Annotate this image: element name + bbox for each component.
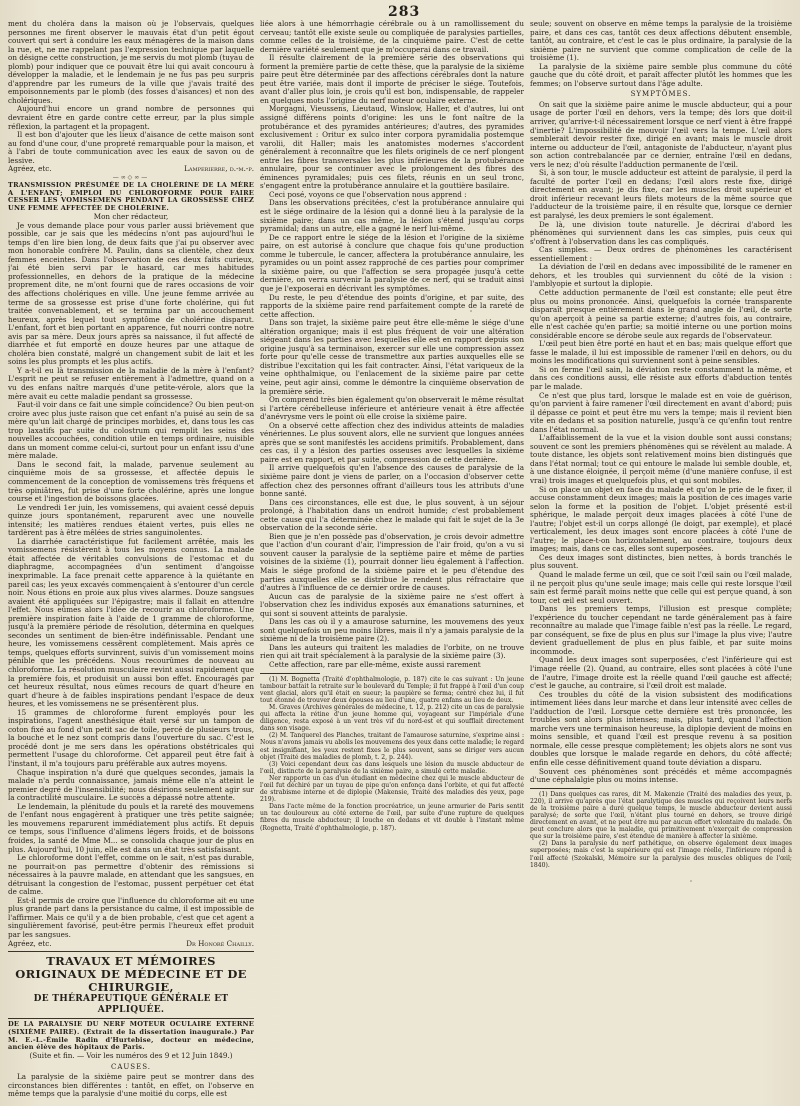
paragraph: La paralysie de la sixième paire semble plus commune du côté gauche que du côté droit, et paraît affecter plutôt les hommes que les femmes; on l'observe surtout dans l'âge adulte. [530, 61, 792, 88]
paragraph: Dans les observations précitées, c'est la protubérance annulaire qui est le siége ordinaire de la lésion qui a donné lieu à la paralysie de la sixième paire; dans un cas même, la lésion s'étend jusqu'au corps pyramidal; dans un autre, elle a gagné le nerf lui-même. [260, 198, 524, 234]
footnote: (2) M. Tanquerel des Planches, traitant de l'amaurose saturnine, s'exprime ainsi : Nous n'avons jamais vu abolis les mouvemens des yeux dans cette maladie; le regard est insignifiant, les yeux restent fixes le plus souvent, sans se diriger vers aucun objet (Traité des maladies de plomb, t. 2, p. 244). [260, 732, 524, 761]
paragraph: Ces deux images sont distinctes, bien nettes, à bords tranchés le plus souvent. [530, 552, 792, 571]
paragraph: Ce n'est que plus tard, lorsque le malade est en voie de guérison, qu'on parvient à faire ramener l'œil directement en avant d'abord; puis il dépasse ce point et peut être mu vers la tempe; mais il revient bien vite en dedans et sa position naturelle, jusqu'à ce qu'enfin tout rentre dans l'état normal. [530, 390, 792, 434]
section-title: TRAVAUX ET MÉMOIRES ORIGINAUX DE MÉDECINE ET DE CHIRURGIE, [15, 954, 247, 995]
footnote: (2) Dans la paralysie du nerf pathétique, on observe également deux images superposées; mais c'est la supérieure qui est l'image réelle, l'inférieure répond à l'œil affecté (Szokalski, Mémoire sur la paralysie des muscles obliques de l'œil; 1840). [530, 840, 792, 869]
paragraph: Morgagni, Vieussens, Lieutaud, Winslow, Haller, et d'autres, lui ont assigné différens points d'origine: les uns le font naître de la protubérance et des pyramides antérieures; d'autres, des pyramides exclusivement : Oritur ex sulco inter corpora pyramidalia postemque varolii, dit Haller; mais les anatomistes modernes s'accordent généralement à reconnaître que les filets originels de ce nerf plongent entre les fibres transversales les plus inférieures de la protubérance annulaire, pour se continuer avec le prolongement des fibres des éminences pyramidales; puis ces filets, réunis en un seul tronc, s'engagent entre la protubérance annulaire et la gouttière basilaire. [260, 104, 524, 191]
footnote: Ner rapporte un cas d'un étudiant en médecine chez qui le muscle abducteur de l'œil fut déchiré par un tuyau de pipe qu'on enfonça dans l'orbite, et qui fut affecté de strabisme interne et de diplopie (Makensie, Traité des maladies des yeux, page 219). [260, 774, 524, 804]
paragraph: Dans son trajet, la sixième paire peut être elle-même le siége d'une altération organique; mais il est plus fréquent de voir une altération siégeant dans les parties avec lesquelles elle est en rapport depuis son origine jusqu'à sa terminaison, exercer sur elle une compression assez forte pour qu'elle cesse de transmettre aux parties auxquelles elle se distribue l'excitation qui les fait contracter. Ainsi, l'état variqueux de la veine ophthalmique, ou l'enlacement de la sixième paire par cette veine, peut agir ainsi, comme le démontre la cinquième observation de la première série. [260, 318, 524, 396]
paragraph: Cas simples. — Deux ordres de phénomènes les caractérisent essentiellement : [530, 245, 792, 263]
paragraph: Ceci posé, voyons ce que l'observation nous apprend : [269, 189, 467, 199]
column-middle [260, 20, 524, 1104]
paragraph: Souvent ces phénomènes sont précédés et même accompagnés d'une céphalalgie plus ou moins intense. [530, 766, 792, 785]
closing-formula: Agréez, etc. [8, 164, 52, 174]
paragraph: Il est bon d'ajouter que les lieux d'aisance de cette maison sont au fond d'une cour, d'une propreté remarquable pour la maison, et à l'abri de toute communication avec les eaux de savon ou de lessive. [8, 130, 254, 165]
footnote-rule [260, 673, 320, 674]
footnote-rule [530, 788, 590, 789]
paragraph: On sait que la sixième paire anime le muscle abducteur, qui a pour usage de porter l'œil en dehors, vers la tempe; dès lors que doit-il arriver, qu'arrive-t-il nécessairement lorsque ce nerf vient à être frappé d'inertie? L'impossibilité de mouvoir l'œil vers la tempe. L'œil alors semblerait devoir rester fixe, dirigé en avant; mais le muscle droit interne ou adducteur de l'œil, antagoniste de l'abducteur, n'ayant plus son action contrebalancée par ce dernier, entraîne l'œil en dedans, vers le nez; d'où résulte l'adduction permanente de l'œil. [530, 99, 792, 169]
paragraph: Bien que je n'en possède pas d'observation, je crois devoir admettre que l'action d'un courant d'air, l'impression de l'air froid, qu'on a vu si souvent causer la paralysie de la septième paire et même de parties voisines de la sixième (1), pourrait donner lieu également à l'affection. Mais le siége profond de la sixième paire et le peu d'étendue des parties auxquelles elle se distribue le rendent plus réfractaire que d'autres à l'influence de ce dernier ordre de causes. [260, 531, 524, 593]
footnote: (1) M. Bognetta (Traité d'ophthalmologie, p. 187) cite le cas suivant : Un jeune tambour battait la retraite sur le boulevard du Temple; il fut frappé à l'œil d'un coup vent glacial, alors qu'il était en sueur; la paupière se ferma; centré chez lui, il fut tout étonné de trouver deux épouses au lieu d'une, quatre enfans au lieu de deux. [260, 675, 524, 704]
paragraph: La paralysie de la sixième paire peut se montrer dans des circonstances bien différentes : tantôt, en effet, on l'observe en même temps que la paralysie d'une moitié du corps, elle est [8, 1072, 254, 1099]
paragraph: Dans les premiers temps, l'illusion est presque complète; l'expérience du toucher cependant ne tarde généralement pas à faire reconnaître au malade que l'image faible n'est pas la réelle. Le regard, par conséquent, se fixe de plus en plus sur l'image la plus vive; l'autre devient graduellement de plus en plus faible, et par suite moins incommode. [530, 604, 792, 656]
subsection-heading: SYMPTÔMES. [630, 90, 692, 99]
closing-formula: Agréez, etc. [8, 938, 52, 948]
paragraph: Aujourd'hui encore un grand nombre de personnes qui devraient être en garde contre cette erreur, par la plus simple réflexion, la partagent et la propagent. [8, 104, 254, 131]
signature-line [8, 940, 254, 949]
paragraph: Quand les deux images sont superposées, c'est l'inférieure qui est l'image réelle (2). Quand, au contraire, elles sont placées à côté l'une de l'autre, l'image droite est la réelle quand l'œil gauche est affecté; c'est le gauche, au contraire, si l'œil droit est malade. [530, 655, 792, 691]
paragraph: Faut-il voir dans ce fait une simple coïncidence? Ou bien peut-on croire avec plus juste raison que cet enfant n'a puisé au sein de sa mère qu'un lait chargé de principes morbides, et, dans tous les cas trop laxatifs par suite du colostrum qui remplit les seins des nouvelles accouchées, condition utile en temps ordinaire, nuisible dans un moment comme celui-ci, surtout pour un enfant issu d'une mère malade. [8, 400, 254, 461]
paragraph: liée alors à une hémorrhagie cérébrale ou à un ramollissement du cerveau; tantôt elle existe seule ou compliquée de paralysies partielles, comme celles de la troisième, de la cinquième paire. C'est de cette dernière variété seulement que je m'occuperai dans ce travail. [260, 20, 524, 54]
ornamental-separator: —∞◇∞— [112, 173, 150, 181]
footnote: (3) Voici cependant deux cas dans lesquels une lésion du muscle abducteur de l'œil, distincte de la paralysie de la sixième paire, a simulé cette maladie. [260, 760, 524, 775]
paragraph: Si, à son tour, le muscle adducteur est atteint de paralysie, il perd la faculté de porter l'œil en dedans; l'œil alors reste fixe, dirigé directement en avant; je dis fixe, car les muscles droit supérieur et droit inférieur recevant leurs filets moteurs de la même source que l'adducteur de la troisième paire, il en résulte que, lorsque ce dernier est paralysé, les deux premiers le sont également. [530, 168, 792, 221]
paper-speck [120, 640, 122, 642]
paragraph: Dans les auteurs qui traitent les maladies de l'orbite, on ne trouve rien qui ait trait spécialement à la paralysie de la sixième paire (3). [260, 642, 524, 661]
author-signature: Lamperierre, d.-m.-p. [184, 164, 254, 174]
paper-speck [470, 310, 472, 312]
page-number: 283 [388, 4, 421, 20]
section-rule [8, 1018, 254, 1019]
paragraph: Le lendemain, la plénitude du pouls et la rareté des mouvemens de l'enfant nous engagèrent à pratiquer une très petite saignée; les mouvemens reparurent immédiatement plus actifs. Et depuis ce temps, sous l'influence d'alimens légers froids, et de boissons froides, la santé de Mme M... se consolida chaque jour de plus en plus. Aujourd'hui, 10 juin, elle est dans un état très satisfaisant. [8, 801, 254, 854]
paragraph: On comprend très bien également qu'on observerait le même résultat si l'artère cérébelleuse inférieure et antérieure venait à être affectée d'anévrysme vers le point où elle croise la sixième paire. [260, 395, 524, 422]
author-signature: Dr Honoré Chailly. [186, 938, 254, 948]
paragraph: 15 grammes de chloroforme furent employés pour les inspirations, l'agent anesthésique était versé sur un tampon de coton fixé au fond d'un petit sac de toile, percé de plusieurs trous, la bouche et le nez sont compris dans l'ouverture du sac. C'est le procédé dont je me sers dans les opérations obstétricales qui permettent l'usage du chloroforme. Cet appareil peut être fait à l'instant, il m'a toujours paru préférable aux autres moyens. [8, 707, 254, 769]
paragraph: La diarrhée caractéristique fut facilement arrêtée, mais les vomissemens résistèrent à tous les moyens connus. La malade était affectée de véritables convulsions de l'estomac et du diaphragme, accompagnées d'un sentiment d'angoisse inexprimable. La face prenait cette apparence à la quiétante en pareil cas; les yeux excavés commençaient à s'entourer d'un cercle noir. Nous étions en proie aux plus vives alarmes. Douze sangsues avaient été appliquées sur l'épigastre; mais il fallait en attendre l'effet. Nous eûmes alors l'idée de recourir au chloroforme. Une première inspiration faite à l'aide de 1 gramme de chloroforme, jusqu'à la première période de résolution, détermina en quelques secondes un sentiment de bien-être indéfinissable. Pendant une heure, les vomissemens cessèrent complètement. Mais après ce temps, quelques efforts survinrent, suivis d'un vomissement moins pénible que les précédens. Nous recourûmes de nouveau au chloroforme. La résolution musculaire revint aussi rapidement que la première fois, et produisit un aussi bon effet. Encouragés par cet heureux résultat, nous eûmes recours de quart d'heure en quart d'heure à de faibles inspirations pendant l'espace de deux heures, et les vomissemens ne se présentèrent plus. [8, 536, 254, 709]
paragraph: Dans les cas où il y a amaurose saturnine, les mouvemens des yeux sont quelquefois un peu moins libres, mais il n'y a jamais paralysie de la sixième ni de la troisième paire (2). [260, 617, 524, 644]
paragraph: Aucun cas de paralysie de la sixième paire ne s'est offert à l'observation chez les individus exposés aux émanations saturnines, et qui sont si souvent atteints de paralysie. [260, 591, 524, 618]
paragraph: Chaque inspiration n'a duré que quelques secondes, jamais la malade n'a perdu connaissance, jamais même elle n'a atteint le premier degré de l'insensibilité; nous désirions seulement agir sur la contractilité musculaire. Le succès a dépassé notre attente. [8, 767, 254, 803]
column-right [530, 20, 792, 1104]
paragraph: Si on ferme l'œil sain, la déviation reste constamment la même, et dans ces conditions aussi, elle résiste aux efforts d'abduction tentés par le malade. [530, 364, 792, 391]
paragraph: L'affaiblissement de la vue et la vision double sont aussi constans; souvent ce sont les premiers phénomènes qui se révèlent au malade. A toute distance, les objets sont relativement moins bien distingués que dans l'état normal; tout ce qui entoure le malade lui semble double, et, à une distance éloignée, il perçoit même (d'une manière confuse, il est vrai) trois images et quelquefois plus, et qui sont mobiles. [530, 433, 792, 485]
salutation: Mon cher rédacteur, [93, 212, 169, 222]
paragraph: Ces troubles du côté de la vision subsistent des modifications intimement liées dans leur marche et dans leur intensité avec celles de l'adduction de l'œil. Lorsque cette dernière est très prononcée, les troubles sont alors plus intenses; mais, plus tard, quand l'affection marche vers une terminaison heureuse, la diplopie devient de moins en moins sensible, et quand l'œil est presque revenu à sa position normale, elle cesse presque complètement; les objets alors ne sont vus doubles que lorsque le malade regarde en dehors, du côté affecté; enfin elle cesse définitivement quand toute déviation a disparu. [530, 689, 792, 768]
paragraph: Si on place un objet en face du malade et qu'on le prie de le fixer, il accuse constamment deux images; mais la position de ces images varie selon la forme et la position de l'objet. L'objet présenté est-il sphérique, le malade perçoit deux images placées à côté l'une de l'autre; l'objet est-il un corps allongé (le doigt, par exemple), et placé verticalement, les deux images sont encore placées à côté l'une de l'autre; le place-t-on horizontalement, au contraire, toujours deux images; mais, dans ce cas, elles sont superposées. [530, 484, 792, 554]
paragraph: Il arrive quelquefois qu'en l'absence des causes de paralysie de la sixième paire dont je viens de parler, on a l'occasion d'observer cette affection chez des personnes offrant d'ailleurs tous les attributs d'une bonne santé. [260, 463, 524, 499]
paragraph: On a observé cette affection chez des individus atteints de maladies vénériennes. Le plus souvent alors, elle ne survient que longues années après que se sont manifestés les accidens primitifs. Probablement, dans ces cas, il y a lésion des parties osseuses avec lesquelles la sixième paire est en rapport, et par suite, compression de cette dernière. [260, 420, 524, 464]
subsection-heading: CAUSES. [111, 1062, 151, 1071]
paragraph: De ce rapport entre le siége de la lésion et l'origine de la sixième paire, on est autorisé à conclure que chaque fois qu'une production comme le tubercule, le cancer, affectera la protubérance annulaire, les pyramides ou un point assez rapproché de ces parties pour comprimer la sixième paire, ou que l'affection se sera propagée jusqu'à cette dernière, on verra survenir la paralysie de ce nerf, qui se traduit ainsi que je l'exposerai en décrivant les symptômes. [260, 232, 524, 293]
article-title: TRANSMISSION PRÉSUMÉE DE LA CHOLÉRINE DE LA MÈRE A L'ENFANT; EMPLOI DU CHLOROFORME POUR FAIRE CESSER LES VOMISSEMENS PENDANT LA GROSSESSE CHEZ UNE FEMME AFFECTÉE DE CHOLÉRINE. [8, 180, 254, 213]
paragraph: Dans le second fait, la malade, parvenue seulement au cinquième mois de sa grossesse, et affectée depuis le commencement de la conception de vomissemens très fréquens et très opiniâtres, fut prise d'une forte cholérine, après une longue course et l'ingestion de boissons glacées. [8, 459, 254, 504]
paragraph: ment du choléra dans la maison où je l'observais, quelques personnes me firent observer le mauvais état d'un petit égout couvert qui sert à conduire les eaux ménagères de la maison dans la rue, et, ne me rappelant pas l'expression technique par laquelle on désigne cette construction, je me servis du mot plomb (tuyau de plomb) pour indiquer que ce pouvait être lui qui avait concouru à développer la maladie, et le lendemain je ne fus pas peu surpris d'apprendre par les rumeurs de la ville que j'avais traité des empoisonnements par le plomb (des fosses d'aisances) et non des cholériques. [8, 20, 254, 105]
paragraph: Il résulte clairement de la première série des observations qui forment la première partie de cette thèse, que la paralysie de la sixième paire peut être déterminée par des affections cérébrales dont la nature peut être variée, mais dont il importe de préciser le siége. Toutefois, avant d'aller plus loin, je crois qu'il est bon, indispensable, de rappeler en quelques mots l'origine du nerf moteur oculaire externe. [260, 53, 524, 105]
paper-speck [690, 880, 692, 882]
paragraph: Cette affection, rare par elle-même, existe aussi rarement [269, 660, 481, 670]
paragraph: L'œil peut bien être porté en haut et en bas; mais quelque effort que fasse le malade, il lui est impossible de ramener l'œil en dehors, ou du moins les modifications qui surviennent sont à peine sensibles. [530, 339, 792, 366]
paragraph: Dans ces circonstances, elle est due, le plus souvent, à un séjour prolongé, à l'habitation dans un endroit humide; c'est probablement cette cause qui l'a déterminée chez le malade qui fait le sujet de la 3e observation de la seconde série. [260, 497, 524, 533]
paragraph: Le vendredi 1er juin, les vomissemens, qui avaient cessé depuis quinze jours spontanément, reparurent avec une nouvelle intensité; les matières rendues étaient vertes, puis elles ne tardèrent pas à être mêlées de stries sanguinolentes. [8, 502, 254, 538]
article-title: DE LA PARALYSIE DU NERF MOTEUR OCULAIRE EXTERNE (SIXIÈME PAIRE). (Extrait de la dissertation inaugurale.) Par M. E.-L.-Émile Radin d'Hurtebise, docteur en médecine, ancien élève des hôpitaux de Paris. [8, 1020, 254, 1052]
paragraph: Le chloroforme dont l'effet, comme on le sait, n'est pas durable, ne pourrait-on pas permettre d'obtenir des rémissions si nécessaires à la pauvre malade, en attendant que les sangsues, en détruisant la congestion de l'estomac, pussent perpétuer cet état de calme. [8, 853, 254, 897]
footnote: M. Graves (Archives générales de médecine, t. 12, p. 212) cite un cas de paralysie qui affecta la rétine d'un jeune homme qui, voyageant sur l'impériale d'une diligence, resta exposé à un vent très vif du nord-est et qui soufflait directement dans son visage. [260, 703, 524, 733]
column-left [8, 20, 254, 1104]
signature-line [8, 165, 254, 174]
paragraph: seule; souvent on observe en même temps la paralysie de la troisième paire, et dans ces cas, tantôt ces deux affections débutent ensemble, tantôt, au contraire, et c'est le cas le plus ordinaire, la paralysie de la sixième paire ne survient que comme complication de celle de la troisième (1). [530, 20, 792, 63]
paragraph: De là, une division toute naturelle. Je décrirai d'abord les phénomènes qui surviennent dans les cas simples, puis ceux qui s'offrent à l'observation dans les cas compliqués. [530, 219, 792, 246]
paragraph: Est-il permis de croire que l'influence du chloroforme ait eu une plus grande part dans la persistance du calme, il est impossible de l'affirmer. Mais ce qu'il y a de bien probable, c'est que cet agent a singulièrement favorisé, peut-être permis l'heureux effet produit par les sangsues. [8, 895, 254, 939]
paragraph: La déviation de l'œil en dedans avec impossibilité de le ramener en dehors, et les troubles qui surviennent du côté de la vision : l'amblyopie et surtout la diplopie. [530, 262, 792, 289]
footnote: (1) Dans quelques cas rares, dit M. Makenzie (Traité des maladies des yeux, p. 220), il arrive qu'après que l'état paralytique des muscles qui reçoivent leurs nerfs de la troisième paire a duré quelque temps, le muscle abducteur devient aussi paralysé; de sorte que l'œil, n'étant plus tourné en dehors, se trouve dirigé directement en avant, et ne peut être mu par aucun effort volontaire du malade. On peut conclure alors que la maladie, qui primitivement n'exerçait de compression que sur la troisième paire, s'est étendue de manière à affecter la sixième. [530, 790, 792, 841]
paragraph: Quand le malade ferme un œil, que ce soit l'œil sain ou l'œil malade, il ne perçoit plus qu'une seule image; mais celle qui reste lorsque l'œil sain est fermé paraît moins nette que celle qui est perçue quand, à son tour, cet œil est seul ouvert. [530, 570, 792, 605]
footnote: Dans l'acte même de la fonction procréatrice, un jeune armurier de Paris sentit un tac douloureux au côté externe de l'œil, par suite d'une rupture de quelques fibres du muscle abducteur; il louche en dedans et vit double à l'instant même (Rognetta, Traité d'ophthalmologie, p. 187). [260, 803, 524, 832]
paragraph: Cette adduction permanente de l'œil est constante; elle peut être plus ou moins prononcée. Ainsi, quelquefois la cornée transparente disparaît presque entièrement dans le grand angle de l'œil, de sorte qu'on aperçoit à peine sa partie externe; d'autres fois, au contraire, elle n'est cachée qu'en partie; sa moitié interne ou une portion moins considérable encore se dérobe seule aux regards de l'observateur. [530, 287, 792, 340]
paragraph: Je vous demande place pour vous parler aussi brièvement que possible, car je sais que les médecins n'ont pas aujourd'hui le temps d'en lire bien long, de deux faits que j'ai pu observer avec mon honorable confrère M. Paulin, dans sa clientèle, chez deux femmes enceintes. Dans l'observation de ces deux faits curieux, j'ai été bien servi par le hasard, car mes habitudes professionnelles, en dehors de la pratique de la médecine proprement dite, ne m'ont fourni que de rares occasions de voir des affections cholériques en ville. Une jeune femme arrivée au terme de sa grossesse est prise d'une forte cholérine, qui fut traitée convenablement, et se termina par un accouchement heureux, après lequel tout symptôme de cholérine disparut. L'enfant, fort et bien portant en apparence, fut nourri contre notre avis par sa mère. Deux jours après sa naissance, il fut affecté de diarrhée et fut emporté en douze heures par une attaque de choléra bien constaté, malgré un changement subit de lait et les soins les plus prompts et les plus actifs. [8, 220, 254, 367]
paragraph: Y a-t-il eu là transmission de la maladie de la mère à l'enfant? L'esprit ne peut se refuser entièrement à l'admettre, quand on a vu des enfans naître marqués d'une petite-vérole, alors que la mère avait eu cette maladie pendant sa grossesse. [8, 365, 254, 401]
continuation-note: (Suite et fin. — Voir les numéros des 9 et 12 Juin 1849.) [29, 1051, 233, 1061]
paragraph: Du reste, le peu d'étendue des points d'origine, et par suite, des rapports de la sixième paire rend parfaitement compte de la rareté de cette affection. [260, 292, 524, 319]
section-rule [8, 951, 254, 952]
section-subtitle: DE THÉRAPEUTIQUE GÉNÉRALE ET APPLIQUÉE. [33, 994, 229, 1016]
